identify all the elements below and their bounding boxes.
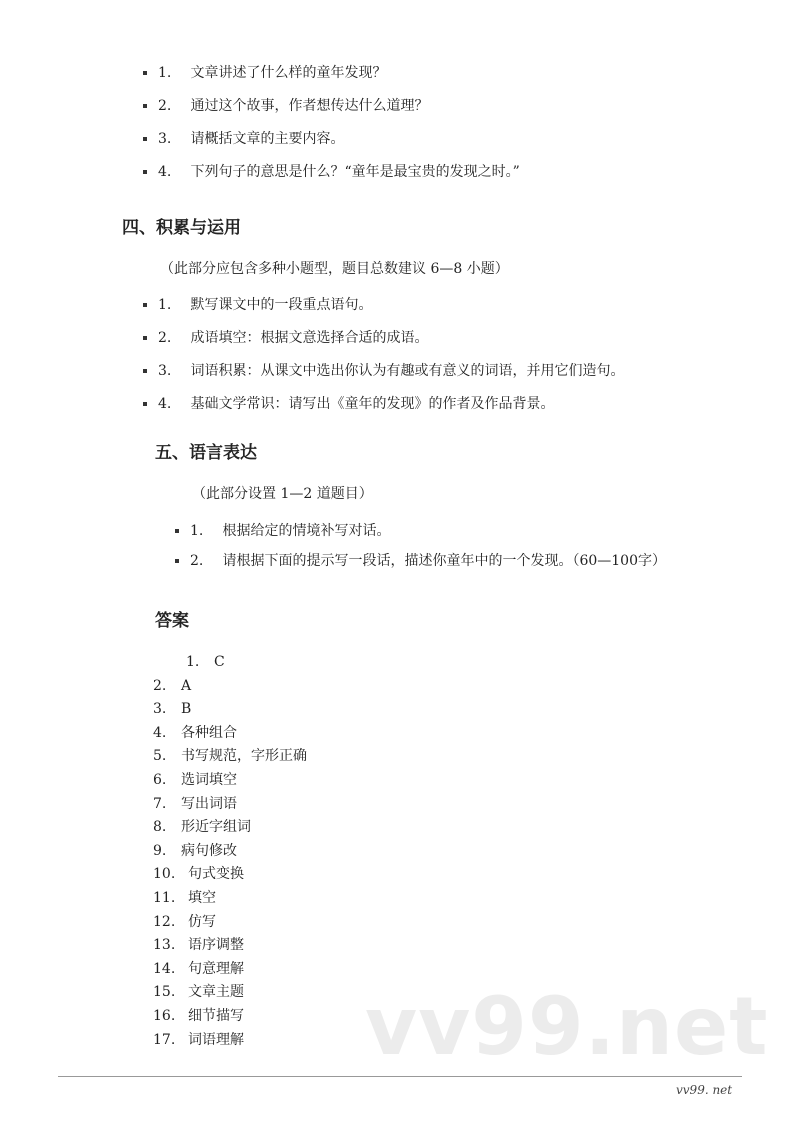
answer-text: 写出词语 [181, 795, 237, 812]
answer-item [153, 769, 307, 793]
answer-number: 2. [153, 677, 167, 694]
answer-item [153, 722, 307, 746]
answer-item [153, 698, 307, 722]
answer-text: 句式变换 [188, 866, 244, 883]
item-number: 2. [158, 330, 172, 346]
answer-text: 填空 [188, 889, 216, 906]
answer-item [153, 840, 307, 864]
item-text: 词语积累：从课文中选出你认为有趣或有意义的词语，并用它们造句。 [190, 363, 625, 379]
answer-number: 7. [153, 795, 167, 812]
item-number: 1. [158, 65, 172, 81]
watermark: vv99.net [365, 980, 769, 1073]
answer-item [153, 745, 307, 769]
item-number: 1. [190, 523, 204, 539]
item-text: 根据给定的情境补写对话。 [222, 523, 391, 539]
answer-text: 句意理解 [188, 960, 244, 977]
answer-number: 15. [153, 984, 176, 1001]
list-item [143, 129, 520, 162]
answer-item [153, 651, 307, 675]
answer-item [153, 863, 307, 887]
section4-heading: 四、积累与运用 [122, 218, 241, 238]
answer-text: 形近字组词 [181, 819, 251, 836]
item-text: 成语填空：根据文意选择合适的成语。 [190, 330, 429, 346]
answer-number: 17. [153, 1031, 176, 1048]
item-text: 请根据下面的提示写一段话，描述你童年中的一个发现。（60—100字） [222, 553, 666, 569]
list-item [175, 551, 666, 581]
answer-number: 1. [186, 654, 200, 670]
answer-text: A [181, 677, 192, 694]
item-text: 基础文学常识：请写出《童年的发现》的作者及作品背景。 [190, 396, 555, 412]
answer-number: 11. [153, 889, 176, 906]
list-item [143, 328, 624, 361]
item-number: 2. [190, 553, 204, 569]
answer-text: 选词填空 [181, 771, 237, 788]
list-item [143, 295, 624, 328]
answer-text: 仿写 [188, 913, 216, 930]
answer-text: 细节描写 [188, 1007, 244, 1024]
item-number: 3. [158, 131, 172, 147]
bullet-icon [143, 336, 147, 340]
item-number: 4. [158, 396, 172, 412]
answer-number: 5. [153, 748, 167, 765]
list-item [143, 96, 520, 129]
list-item [143, 63, 520, 96]
answer-number: 9. [153, 842, 167, 859]
item-number: 4. [158, 164, 172, 180]
section4-note: （此部分应包含多种小题型，题目总数建议 6—8 小题） [160, 261, 509, 277]
answer-item [153, 958, 307, 982]
answer-number: 14. [153, 960, 176, 977]
answer-text: 语序调整 [188, 937, 244, 954]
answer-text: 词语理解 [188, 1031, 244, 1048]
item-number: 3. [158, 363, 172, 379]
item-text: 下列句子的意思是什么？“童年是最宝贵的发现之时。” [190, 164, 520, 180]
answer-list [153, 651, 307, 1052]
answer-item [153, 1029, 307, 1053]
list-item [143, 162, 520, 195]
answer-item [153, 981, 307, 1005]
answer-item [153, 675, 307, 699]
answer-item [153, 1005, 307, 1029]
answer-item [153, 911, 307, 935]
footer-site-text: vv99. net [676, 1083, 733, 1097]
bullet-icon [143, 303, 147, 307]
answer-number: 12. [153, 913, 176, 930]
bullet-icon [143, 402, 147, 406]
item-text: 默写课文中的一段重点语句。 [190, 297, 373, 313]
answer-item [153, 816, 307, 840]
answer-number: 10. [153, 866, 176, 883]
answer-number: 13. [153, 937, 176, 954]
item-text: 通过这个故事，作者想传达什么道理？ [190, 98, 429, 114]
section5-heading: 五、语言表达 [155, 443, 257, 463]
list-item [143, 361, 624, 394]
answer-text: B [181, 701, 192, 718]
section3-question-list [143, 63, 520, 195]
footer-divider [58, 1076, 742, 1077]
item-number: 2. [158, 98, 172, 114]
section5-question-list [175, 521, 666, 581]
answer-item [153, 793, 307, 817]
answer-number: 16. [153, 1007, 176, 1024]
answer-text: 病句修改 [181, 842, 237, 859]
bullet-icon [175, 559, 179, 563]
section4-question-list [143, 295, 624, 427]
answer-text: C [214, 654, 225, 670]
bullet-icon [143, 71, 147, 75]
list-item [175, 521, 666, 551]
answers-heading: 答案 [155, 611, 189, 631]
bullet-icon [143, 104, 147, 108]
answer-text: 文章主题 [188, 984, 244, 1001]
item-number: 1. [158, 297, 172, 313]
item-text: 文章讲述了什么样的童年发现？ [190, 65, 387, 81]
answer-text: 各种组合 [181, 724, 237, 741]
answer-item [153, 934, 307, 958]
answer-item [153, 887, 307, 911]
answer-number: 6. [153, 771, 167, 788]
answer-number: 8. [153, 819, 167, 836]
bullet-icon [143, 170, 147, 174]
bullet-icon [143, 369, 147, 373]
answer-text: 书写规范，字形正确 [181, 748, 307, 765]
bullet-icon [143, 137, 147, 141]
bullet-icon [175, 529, 179, 533]
answer-number: 3. [153, 701, 167, 718]
item-text: 请概括文章的主要内容。 [190, 131, 345, 147]
list-item [143, 394, 624, 427]
answer-number: 4. [153, 724, 167, 741]
section5-note: （此部分设置 1—2 道题目） [192, 486, 373, 502]
